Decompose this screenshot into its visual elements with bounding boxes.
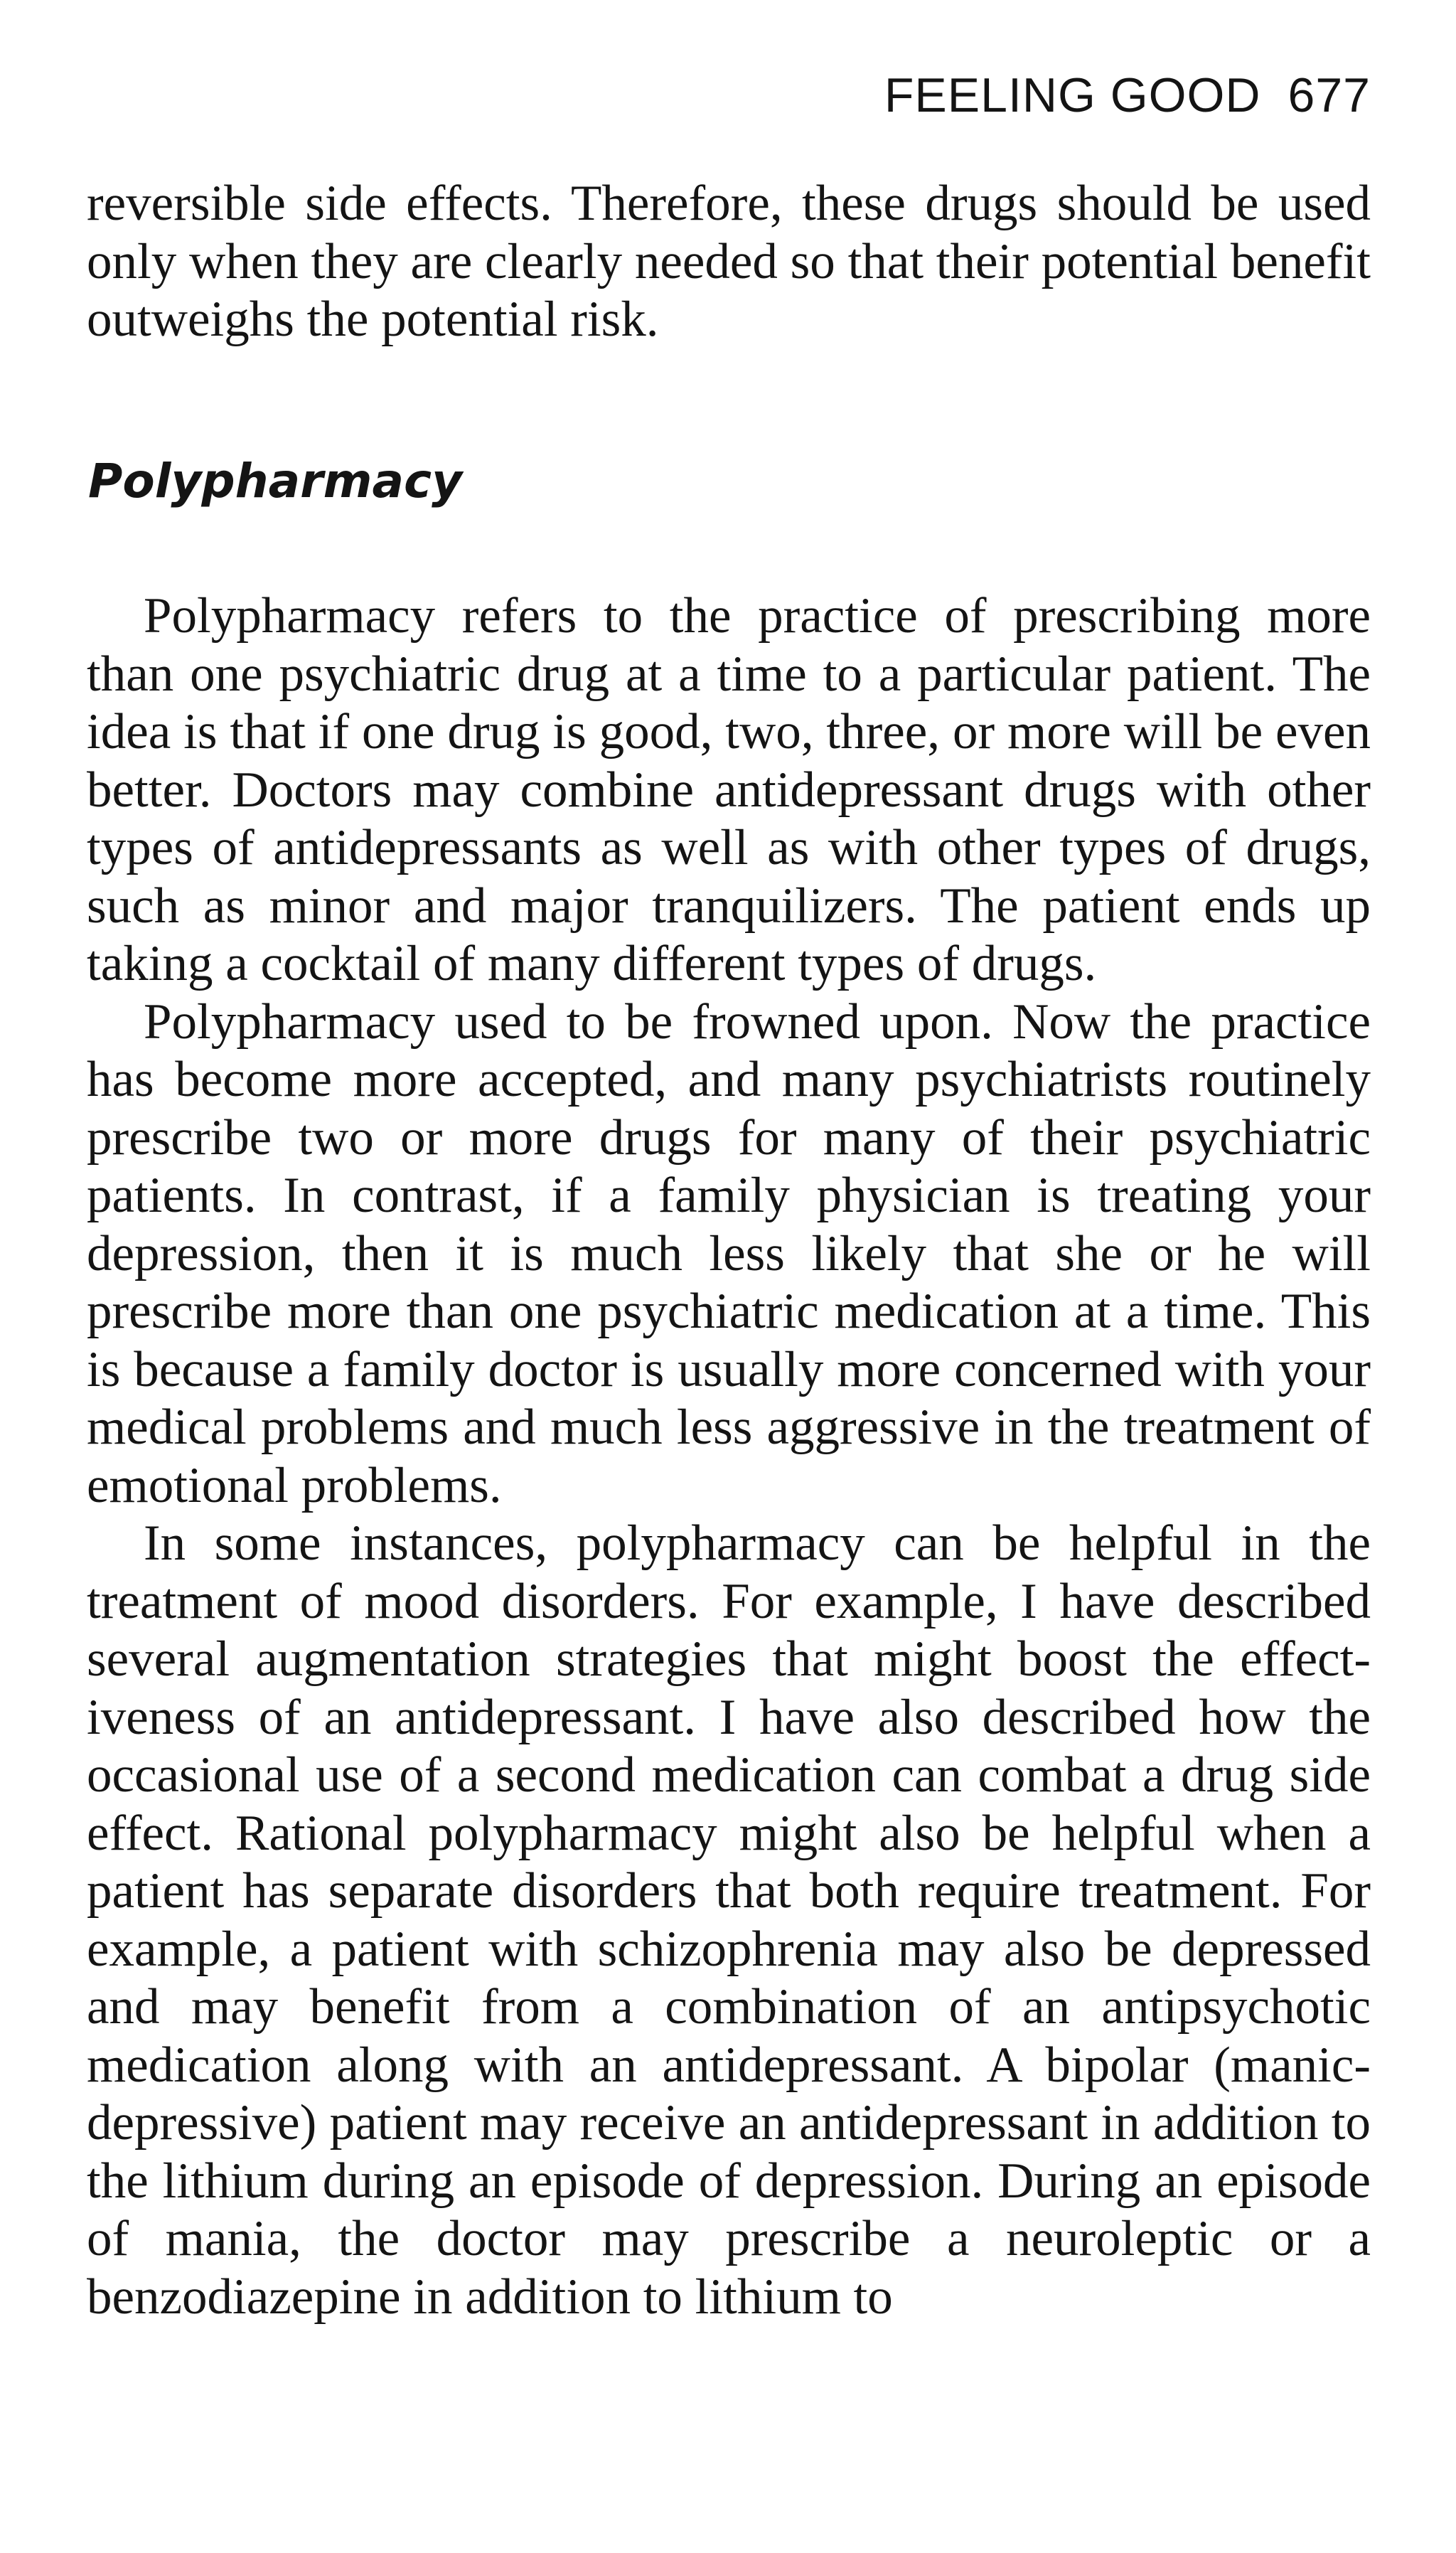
- continuation-paragraph: reversible side effects. Therefore, these drugs should be used only when they are clearly needed so that their potential benefit outweighs the potential risk.: [87, 176, 1371, 347]
- section-heading: Polypharmacy: [88, 454, 463, 508]
- paragraph-3: In some instances, polypharmacy can be helpful in the treatment of mood disorders. For example, I have described several augmentation strategies that might boost the effectiveness of an antidepressant. I have also described how the occasional use of a second medication can combat a drug side effect. Rational polypharmacy might also be helpful when a patient has separate disorders that both require treatment. For example, a patient with schizophrenia may also be depressed and may benefit from a combination of an antipsychotic medication along with an antidepressant. A bipolar (manic-depressive) patient may receive an antidepressant in addition to the lithium during an episode of depression. During an episode of mania, the doctor may prescribe a neuroleptic or a benzodiazepine in addition to lithium to: [87, 1515, 1371, 2325]
- running-title: FEELING GOOD: [884, 68, 1261, 122]
- continuation-text: [87, 175, 1371, 349]
- section-body: [87, 587, 1371, 2326]
- paragraph-1: Polypharmacy refers to the practice of prescribing more than one psychiatric drug at a time to a particular patient. The idea is that if one drug is good, two, three, or more will be even better. Doctors may combine antidepressant drugs with other types of antidepressants as well as with other types of drugs, such as minor and major tranquilizers. The patient ends up taking a cocktail of many different types of drugs.: [87, 588, 1371, 991]
- paragraph-2: Polypharmacy used to be frowned upon. Now the practice has become more accepted, and many psychiatrists routinely prescribe two or more drugs for many of their psychiatric patients. In contrast, if a family physician is treating your depression, then it is much less likely that she or he will prescribe more than one psychiatric medication at a time. This is because a family doctor is usually more concerned with your medical problems and much less aggressive in the treatment of emotional problems.: [87, 993, 1371, 1513]
- running-header: [884, 68, 1371, 122]
- page-number: 677: [1288, 68, 1371, 122]
